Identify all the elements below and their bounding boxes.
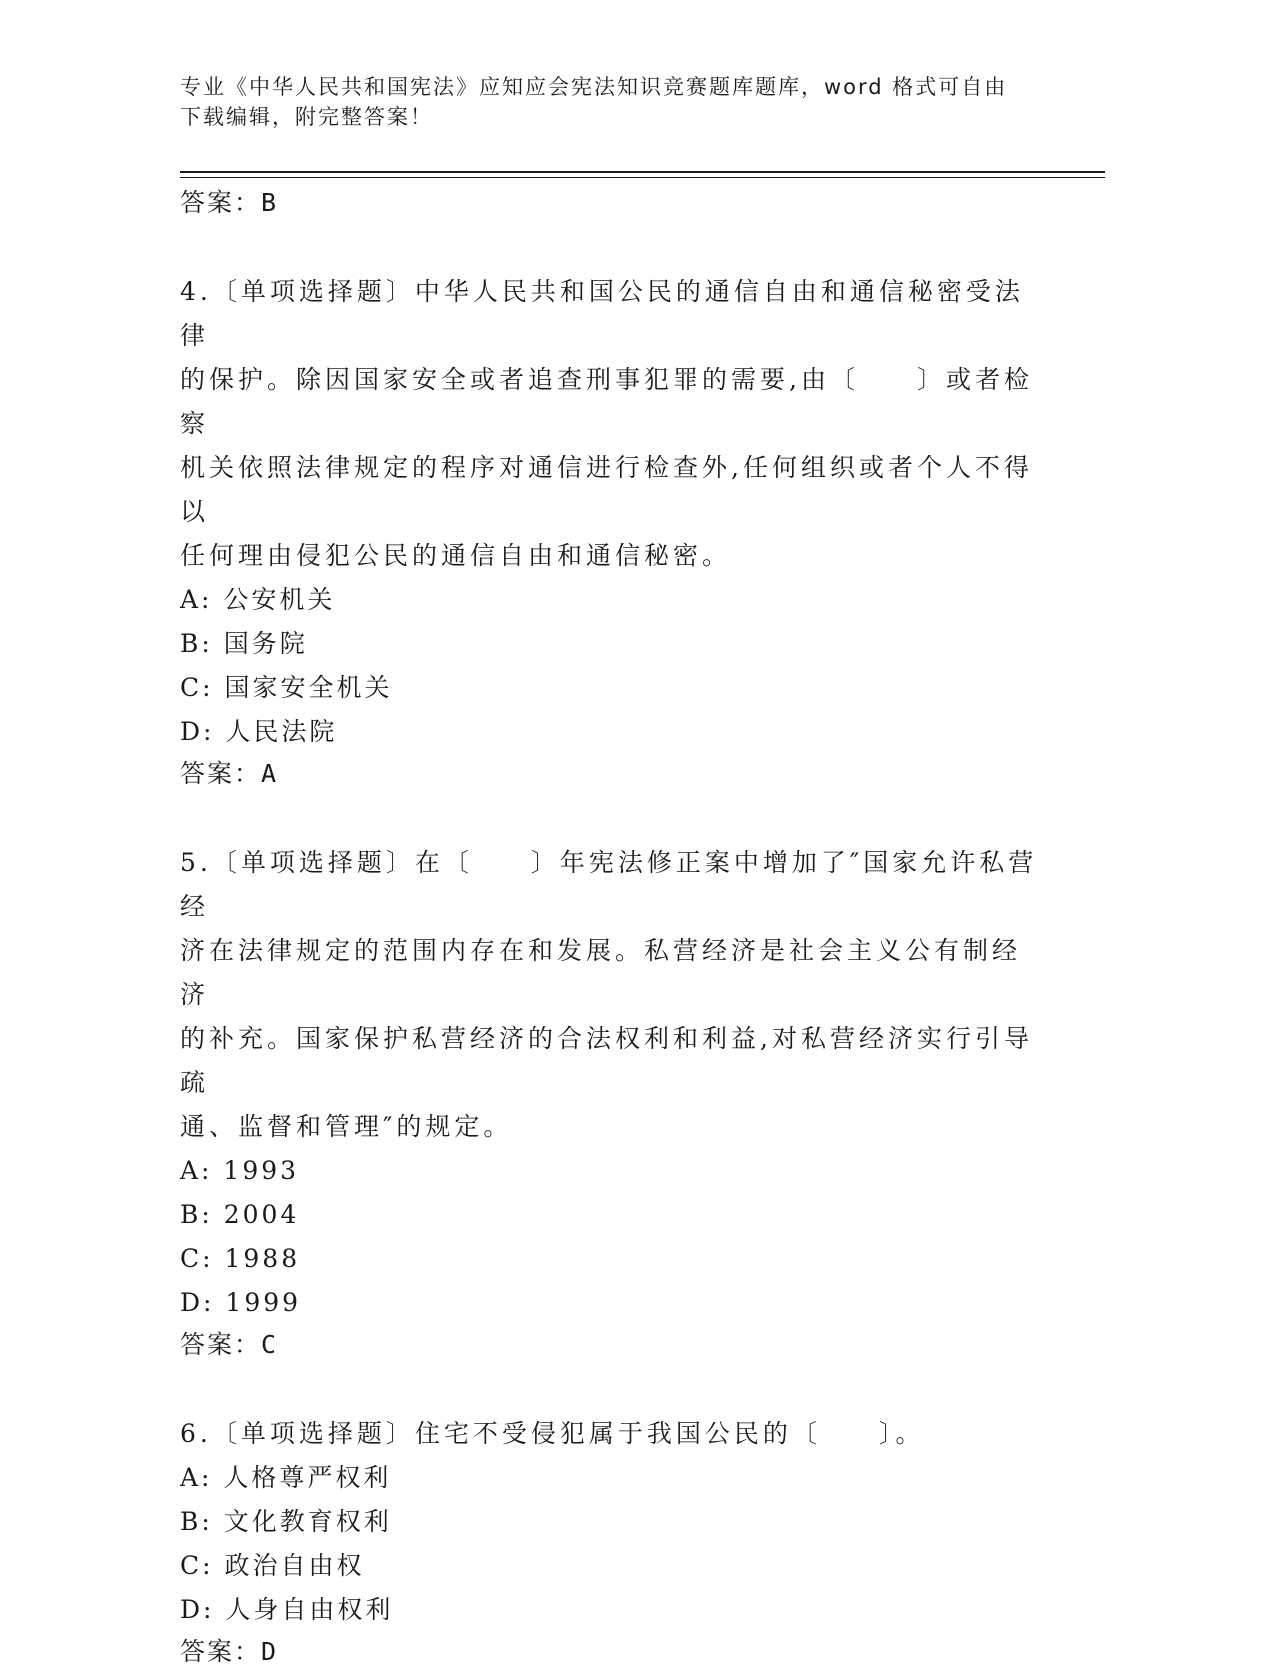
question-6 (180, 1412, 1080, 1672)
document-body (180, 183, 1080, 1672)
question-answer (180, 1632, 1080, 1672)
answer-value: A (261, 759, 279, 788)
stem-line: 的保护。除因国家安全或者追查刑事犯罪的需要,由〔 〕或者检察 (180, 365, 1033, 438)
option-d: D: 1999 (180, 1288, 302, 1317)
question-4 (180, 270, 1080, 794)
answer-label: 答案： (180, 759, 262, 788)
answer-value: B (261, 188, 279, 217)
answer-value: D (261, 1637, 279, 1666)
stem-line: 济在法律规定的范围内存在和发展。私营经济是社会主义公有制经济 (180, 936, 1022, 1009)
option-c: C: 政治自由权 (180, 1551, 365, 1580)
stem-line: 的补充。国家保护私营经济的合法权利和利益,对私营经济实行引导疏 (180, 1024, 1033, 1097)
answer-label: 答案： (180, 188, 262, 217)
option-a: A: 1993 (180, 1156, 300, 1185)
spacer (180, 1365, 1080, 1412)
question-stem (180, 270, 1040, 578)
option-c: C: 1988 (180, 1244, 301, 1273)
question-answer (180, 754, 1080, 794)
stem-line: 4.〔单项选择题〕中华人民共和国公民的通信自由和通信秘密受法律 (180, 277, 1024, 350)
stem-line: 通、监督和管理″的规定。 (180, 1112, 513, 1141)
answer-label: 答案： (180, 1637, 262, 1666)
option-a: A: 公安机关 (180, 585, 336, 614)
header-line-1: 专业《中华人民共和国宪法》应知应会宪法知识竞赛题库题库，word 格式可自由 (180, 75, 1008, 99)
option-b: B: 国务院 (180, 629, 308, 658)
document-header (180, 72, 1080, 132)
spacer (180, 794, 1080, 841)
answer-label: 答案： (180, 1330, 262, 1359)
stem-line: 6.〔单项选择题〕住宅不受侵犯属于我国公民的〔 〕。 (180, 1419, 925, 1448)
question-stem (180, 841, 1040, 1149)
spacer (180, 223, 1080, 270)
stem-line: 5.〔单项选择题〕在〔 〕年宪法修正案中增加了″国家允许私营经 (180, 848, 1038, 921)
option-c: C: 国家安全机关 (180, 673, 393, 702)
option-d: D: 人民法院 (180, 717, 338, 746)
header-divider (180, 171, 1105, 178)
option-b: B: 文化教育权利 (180, 1507, 392, 1536)
question-answer (180, 1325, 1080, 1365)
answer-value: C (261, 1330, 279, 1359)
question-stem (180, 1412, 1040, 1456)
previous-answer (180, 183, 1080, 223)
option-d: D: 人身自由权利 (180, 1595, 394, 1624)
question-5 (180, 841, 1080, 1365)
stem-line: 任何理由侵犯公民的通信自由和通信秘密。 (180, 541, 732, 570)
option-a: A: 人格尊严权利 (180, 1463, 392, 1492)
header-line-2: 下载编辑，附完整答案！ (180, 105, 433, 129)
option-b: B: 2004 (180, 1200, 300, 1229)
stem-line: 机关依照法律规定的程序对通信进行检查外,任何组织或者个人不得以 (180, 453, 1033, 526)
